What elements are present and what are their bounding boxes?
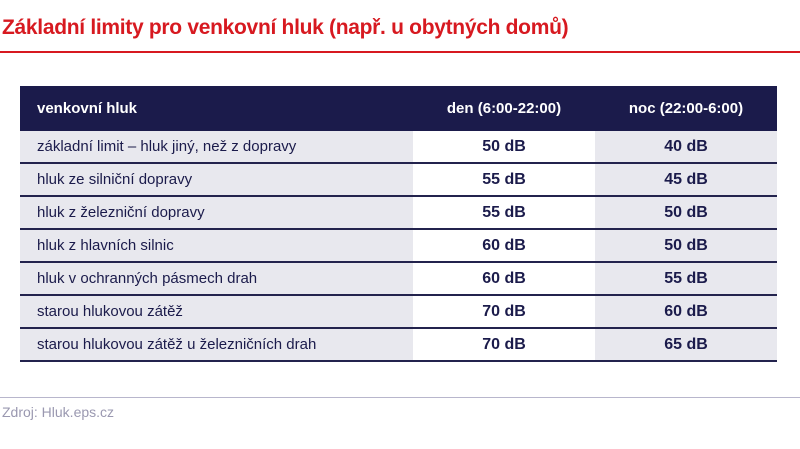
source-note: Zdroj: Hluk.eps.cz: [2, 404, 115, 420]
row-label: hluk v ochranných pásmech drah: [20, 262, 413, 295]
night-limit: 50 dB: [595, 229, 777, 262]
table-row: [20, 131, 777, 163]
table-header-row: [20, 86, 777, 131]
row-label: hluk ze silniční dopravy: [20, 163, 413, 196]
night-limit: 55 dB: [595, 262, 777, 295]
table-row: [20, 229, 777, 262]
row-label: starou hlukovou zátěž: [20, 295, 413, 328]
night-limit: 50 dB: [595, 196, 777, 229]
page-title: Základní limity pro venkovní hluk (např. u obytných domů): [2, 16, 569, 39]
day-limit: 70 dB: [413, 295, 595, 328]
noise-limits-table: [20, 86, 777, 362]
row-label: hluk z železniční dopravy: [20, 196, 413, 229]
row-label: základní limit – hluk jiný, než z dopravy: [20, 131, 413, 163]
day-limit: 60 dB: [413, 229, 595, 262]
table-row: [20, 262, 777, 295]
title-divider: [0, 51, 800, 53]
day-limit: 55 dB: [413, 163, 595, 196]
header-day: den (6:00-22:00): [413, 86, 595, 131]
night-limit: 60 dB: [595, 295, 777, 328]
row-label: hluk z hlavních silnic: [20, 229, 413, 262]
header-night: noc (22:00-6:00): [595, 86, 777, 131]
day-limit: 55 dB: [413, 196, 595, 229]
table-row: [20, 295, 777, 328]
night-limit: 40 dB: [595, 131, 777, 163]
header-noise-type: venkovní hluk: [20, 86, 413, 131]
night-limit: 45 dB: [595, 163, 777, 196]
day-limit: 50 dB: [413, 131, 595, 163]
table-row: [20, 328, 777, 361]
footer-divider: [0, 397, 800, 398]
day-limit: 60 dB: [413, 262, 595, 295]
night-limit: 65 dB: [595, 328, 777, 361]
row-label: starou hlukovou zátěž u železničních drah: [20, 328, 413, 361]
table-row: [20, 163, 777, 196]
day-limit: 70 dB: [413, 328, 595, 361]
table-row: [20, 196, 777, 229]
